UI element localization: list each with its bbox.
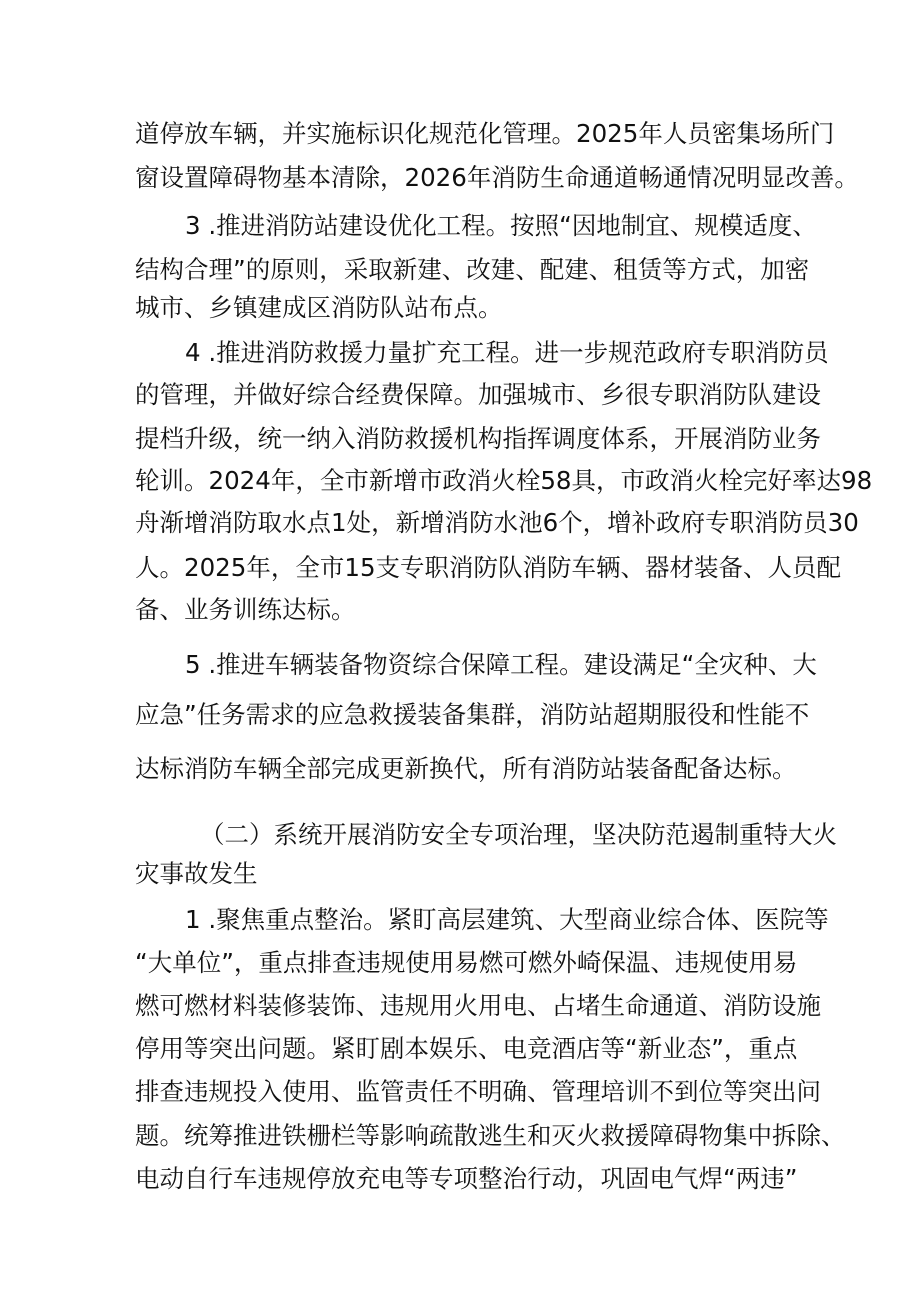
text-line: 燃可燃材料装修装饰、违规用火用电、占堵生命通道、消防设施 — [135, 991, 821, 1020]
text-line: 停用等突出问题。紧盯剧本娱乐、电竞酒店等“新业态”，重点 — [135, 1034, 798, 1063]
text-line: 轮训。2024年，全市新增市政消火栓58具，市政消火栓完好率达98 — [135, 466, 873, 495]
text-line: 结构合理”的原则，采取新建、改建、配建、租赁等方式，加密 — [135, 255, 810, 284]
section-heading-2-cont: 灾事故发生 — [135, 859, 258, 888]
text-line: 道停放车辆，并实施标识化规范化管理。2025年人员密集场所门 — [135, 119, 835, 148]
section-item-5-title: 5 .推进车辆装备物资综合保障工程。建设满足“全灾种、大 — [185, 650, 817, 679]
text-line: “大单位”，重点排查违规使用易燃可燃外崎保温、违规使用易 — [135, 948, 798, 977]
section-item-4-title: 4 .推进消防救援力量扩充工程。进一步规范政府专职消防员 — [185, 338, 829, 367]
section-item-1-title: 1 .聚焦重点整治。紧盯高层建筑、大型商业综合体、医院等 — [185, 905, 829, 934]
text-line: 的管理，并做好综合经费保障。加强城市、乡很专职消防队建设 — [135, 380, 821, 409]
text-line: 达标消防车辆全部完成更新换代，所有消防站装备配备达标。 — [135, 754, 797, 783]
section-heading-2: （二）系统开展消防安全专项治理，坚决防范遏制重特大火 — [200, 820, 837, 849]
text-line: 城市、乡镇建成区消防队站布点。 — [135, 293, 503, 322]
section-item-3-title: 3 .推进消防站建设优化工程。按照“因地制宜、规模适度、 — [185, 211, 817, 240]
text-line: 提档升级，统一纳入消防救援机构指挥调度体系，开展消防业务 — [135, 424, 821, 453]
text-line: 窗设置障碍物基本清除，2026年消防生命通道畅通情况明显改善。 — [135, 163, 859, 192]
text-line: 舟渐增消防取水点1处，新增消防水池6个，增补政府专职消防员30 — [135, 508, 859, 537]
text-line: 应急”任务需求的应急救援装备集群，消防站超期服役和性能不 — [135, 700, 810, 729]
text-line: 备、业务训练达标。 — [135, 595, 356, 624]
text-line: 排查违规投入使用、监管责任不明确、管理培训不到位等突出问 — [135, 1077, 821, 1106]
text-line: 题。统筹推进铁栅栏等影响疏散逃生和灭火救援障碍物集中拆除、 — [135, 1121, 846, 1150]
text-line: 电动自行车违规停放充电等专项整治行动，巩固电气焊“两违” — [135, 1164, 798, 1193]
text-line: 人。2025年，全市15支专职消防队消防车辆、器材装备、人员配 — [135, 553, 842, 582]
